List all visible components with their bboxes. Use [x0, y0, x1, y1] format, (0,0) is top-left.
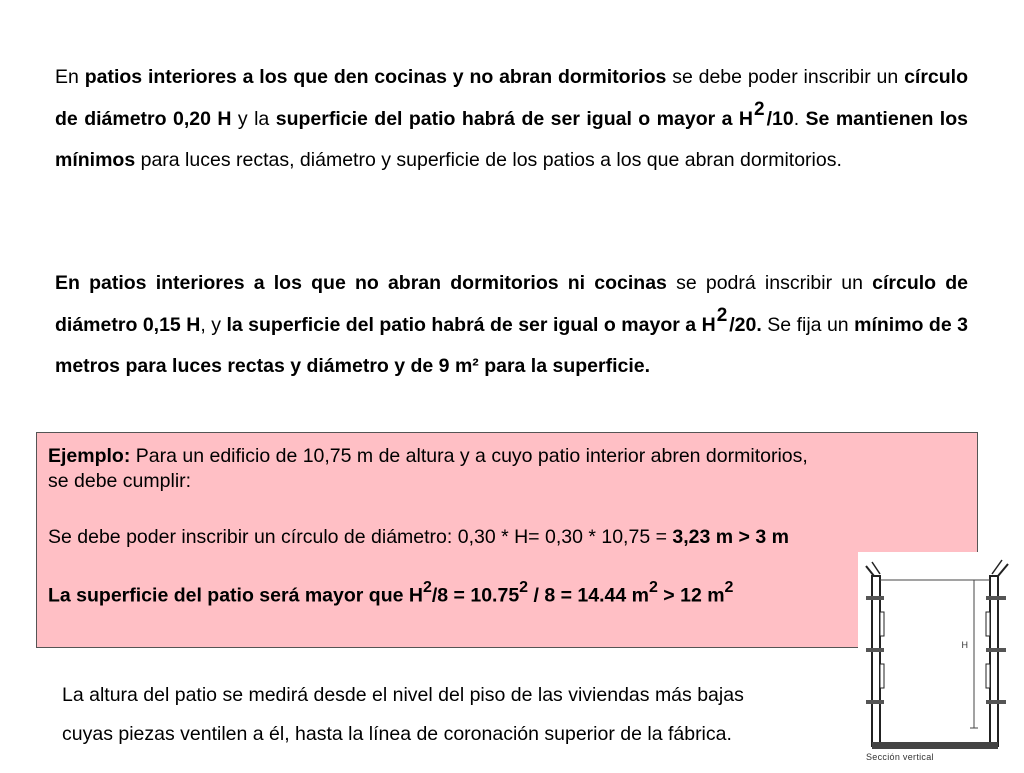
bold-segment: círculo de diámetro 0,15 H	[55, 272, 968, 336]
superscript: 2	[519, 579, 529, 596]
text-segment: se debe poder inscribir un	[666, 66, 905, 88]
text-segment: /8 = 10.75	[431, 584, 520, 607]
example-label: Ejemplo:	[48, 445, 131, 467]
superscript: 2	[724, 579, 734, 596]
text-segment: , y	[200, 313, 227, 336]
paragraph-dormitorios-cocinas	[55, 57, 968, 182]
example-box	[36, 432, 978, 648]
bold-segment: 3,23 m > 3 m	[672, 526, 789, 548]
text-segment: Se fija un	[761, 313, 855, 336]
text-segment: Se debe poder inscribir un círculo de diámetro: 0,30 * H= 0,30 * 10,75 =	[48, 526, 673, 548]
figure-caption: Sección vertical	[866, 752, 934, 762]
text-segment: .	[793, 107, 806, 130]
footer-line-2: cuyas piezas ventilen a él, hasta la línea de coronación superior de la fábrica.	[62, 723, 732, 745]
patio-section-figure	[858, 552, 1024, 768]
paragraph-sin-dormitorios	[55, 263, 968, 388]
bold-segment: /20.	[729, 313, 762, 336]
bold-segment: círculo de diámetro 0,20 H	[55, 66, 968, 130]
text-segment: / 8 = 14.44 m	[528, 584, 649, 607]
example-line-3	[48, 578, 733, 608]
example-line-2	[48, 525, 789, 549]
example-line-1	[48, 444, 808, 468]
text-segment: se podrá inscribir un	[666, 272, 873, 294]
bold-segment: En patios interiores a los que no abran dormitorios ni cocinas	[55, 272, 667, 294]
text-segment: Para un edificio de 10,75 m de altura y a cuyo patio interior abren dormitorios,	[130, 445, 808, 467]
superscript: 2	[716, 305, 728, 326]
dimension-label: H	[961, 640, 968, 650]
superscript: 2	[648, 579, 658, 596]
bold-segment: /10	[766, 107, 794, 130]
bold-segment: Se mantienen los mínimos	[55, 107, 968, 171]
text-segment: La superficie del patio será mayor que H	[48, 584, 423, 607]
example-line-1b: se debe cumplir:	[48, 470, 192, 492]
bold-segment: la superficie del patio habrá de ser igual o mayor a H	[226, 313, 716, 336]
text-segment: y la	[231, 107, 276, 130]
bold-segment: superficie del patio habrá de ser igual o mayor a H	[275, 107, 753, 130]
text-segment: En	[55, 66, 85, 88]
text-segment: > 12 m	[657, 584, 725, 607]
text-segment: para luces rectas, diámetro y superficie de los patios a los que abran dormitorios.	[135, 149, 842, 171]
footer-paragraph	[62, 676, 862, 754]
patio-section-drawing	[858, 552, 1024, 768]
bold-segment: mínimo de 3 metros para luces rectas y diámetro y de 9 m² para la superficie.	[55, 313, 968, 377]
superscript: 2	[754, 99, 765, 120]
footer-line-1: La altura del patio se medirá desde el nivel del piso de las viviendas más bajas	[62, 684, 744, 706]
superscript: 2	[422, 579, 432, 596]
bold-segment: patios interiores a los que den cocinas y no abran dormitorios	[84, 66, 667, 88]
